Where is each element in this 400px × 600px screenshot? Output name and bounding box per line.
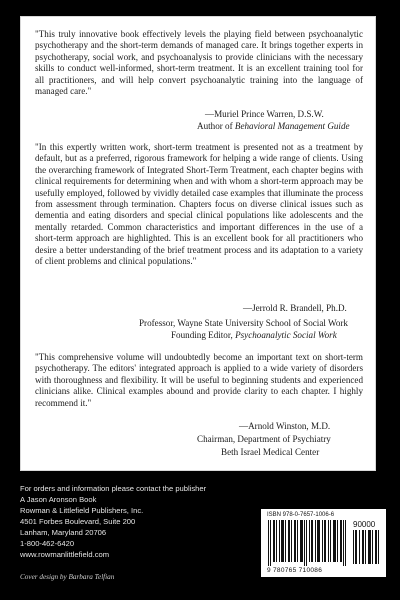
publisher-line: 4501 Forbes Boulevard, Suite 200 <box>20 517 136 526</box>
publisher-line: For orders and information please contact the publisher <box>20 484 207 493</box>
barcode-digits: 9 780765 710086 <box>267 567 323 574</box>
review-quote-3: "This comprehensive volume will undoubtedly become an important text on short-term psychotherapy. The editors' integrated approach is applied to a wide variety of disorders with thoroughness and flexibility. It will be useful to beginning students and experienced clinicians alike. Clinical examples abound and provide clarity to each chapter. I highly recommend it." <box>35 352 363 408</box>
isbn-label: ISBN 978-0-7657-1006-6 <box>267 512 335 518</box>
publisher-url: www.rowmanlittlefield.com <box>20 550 110 559</box>
reviews-panel <box>20 16 376 471</box>
review-quote-2: "In this expertly written work, short-term treatment is presented not as a treatment by default, but as a preferred, rigorous framework for helping a wide range of clients. Using the overarching framework of Integrated Short-Term Treatment, each chapter begins with clinical requirements for determining when and with whom a short-term approach may be usefully employed, followed by vividly detailed case examples that illuminate the process from assessment through termination. Chapters focus on diverse clinical issues such as dementia and eating disorders and special clinical populations like adolescents and the mentally retarded. Common characteristics and important differences in the use of a short-term approach are highlighted. This is an excellent book for all practitioners who desire a better understanding of the brief treatment process and its adaptation to a variety of client problems and clinical populations." <box>35 142 363 267</box>
review-author-2: —Jerrold R. Brandell, Ph.D. <box>243 303 347 313</box>
publisher-line: Lanham, Maryland 20706 <box>20 528 107 537</box>
cover-credit: Cover design by Barbara Telfian <box>20 573 115 581</box>
review-affiliation-3a: Chairman, Department of Psychiatry <box>197 434 331 444</box>
review-affiliation-2a: Professor, Wayne State University School of Social Work <box>139 318 348 328</box>
review-author-1: —Muriel Prince Warren, D.S.W. <box>205 109 324 119</box>
review-author-3: —Arnold Winston, M.D. <box>239 421 331 431</box>
barcode-bars <box>267 520 349 566</box>
review-affiliation-2b: Founding Editor, Psychoanalytic Social Work <box>171 330 337 340</box>
review-affiliation-1: Author of Behavioral Management Guide <box>197 121 350 131</box>
barcode <box>261 509 386 577</box>
review-quote-1: "This truly innovative book effectively levels the playing field between psychoanalytic psychotherapy and the short-term demands of managed care. It brings together experts in psychotherapy, social work, and psychoanalysis to provide clinicians with the necessary skills to conduct well-informed, short-term treatment. It is an excellent training tool for all practitioners, and will help convert psychoanalytic training into the language of managed care." <box>35 29 363 97</box>
review-affiliation-3b: Beth Israel Medical Center <box>221 447 320 457</box>
publisher-line: 1-800-462-6420 <box>20 539 75 548</box>
price-barcode-bars <box>353 530 381 564</box>
price-code: 90000 <box>353 520 376 529</box>
publisher-line: A Jason Aronson Book <box>20 495 97 504</box>
publisher-line: Rowman & Littlefield Publishers, Inc. <box>20 506 144 515</box>
